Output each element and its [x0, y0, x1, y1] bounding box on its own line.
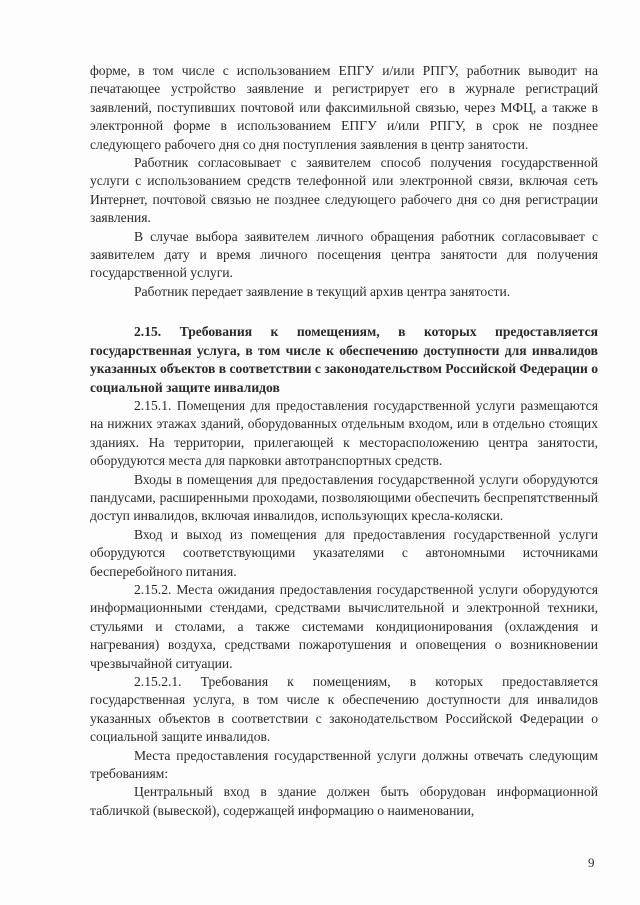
document-body	[90, 62, 598, 820]
paragraph-2-15-1: 2.15.1. Помещения для предоставления государственной услуги размещаются на нижних этажах зданий, оборудованных отдельным входом, или в отдельно стоящих зданиях. На территории, прилегающей к месторасположению центра занятости, оборудуются места для парковки автотранспортных средств.	[90, 397, 598, 469]
page-number: 9	[588, 855, 595, 870]
paragraph-signage: Вход и выход из помещения для предоставления государственной услуги оборудуются соответствующими указателями с автономными источниками бесперебойного питания.	[90, 526, 598, 579]
paragraph-requirements: Места предоставления государственной услуги должны отвечать следующим требованиям:	[90, 747, 598, 782]
paragraph-personal-visit: В случае выбора заявителем личного обращения работник согласовывает с заявителем дату и время личного посещения центра занятости для получения государственной услуги.	[90, 228, 598, 281]
paragraph-entrances: Входы в помещения для предоставления государственной услуги оборудуются пандусами, расширенными проходами, позволяющими обеспечить беспрепятственный доступ инвалидов, включая инвалидов, использующих кресла-коляски.	[90, 471, 598, 524]
paragraph-contact-method: Работник согласовывает с заявителем способ получения государственной услуги с использованием средств телефонной или электронной связи, включая сеть Интернет, почтовой связью не позднее следующего рабочего дня со дня регистрации заявления.	[90, 155, 598, 226]
paragraph-2-15-2-1: 2.15.2.1. Требования к помещениям, в которых предоставляется государственная услуга, в том числе к обеспечению доступности для инвалидов указанных объектов в соответствии с законодательством Российской Федерации о социальной защите инвалидов.	[90, 674, 598, 745]
paragraph-continuation: форме, в том числе с использованием ЕПГУ и/или РПГУ, работник выводит на печатающее устройство заявление и регистрирует его в журнале регистраций заявлений, поступивших почтовой или факсимильной связью, через МФЦ, а также в электронной форме в использованием ЕПГУ и/или РПГУ, в срок не позднее следующего рабочего дня со дня поступления заявления в центр занятости.	[90, 63, 598, 152]
section-heading: 2.15. Требования к помещениям, в которых предоставляется государственная услуга, в том числе к обеспечению доступности для инвалидов указанных объектов в соответствии с законодательством Российской Федерации о социальной защите инвалидов	[90, 324, 598, 395]
paragraph-archive: Работник передает заявление в текущий архив центра занятости.	[134, 283, 511, 299]
paragraph-central-entrance: Центральный вход в здание должен быть оборудован информационной табличкой (вывеской), содержащей информацию о наименовании,	[90, 784, 598, 818]
paragraph-2-15-2: 2.15.2. Места ожидания предоставления государственной услуги оборудуются информационными стендами, средствами вычислительной и электронной техники, стульями и столами, а также системами кондиционирования (охлаждения и нагревания) воздуха, средствами пожаротушения и оповещения о возникновении чрезвычайной ситуации.	[90, 581, 598, 671]
